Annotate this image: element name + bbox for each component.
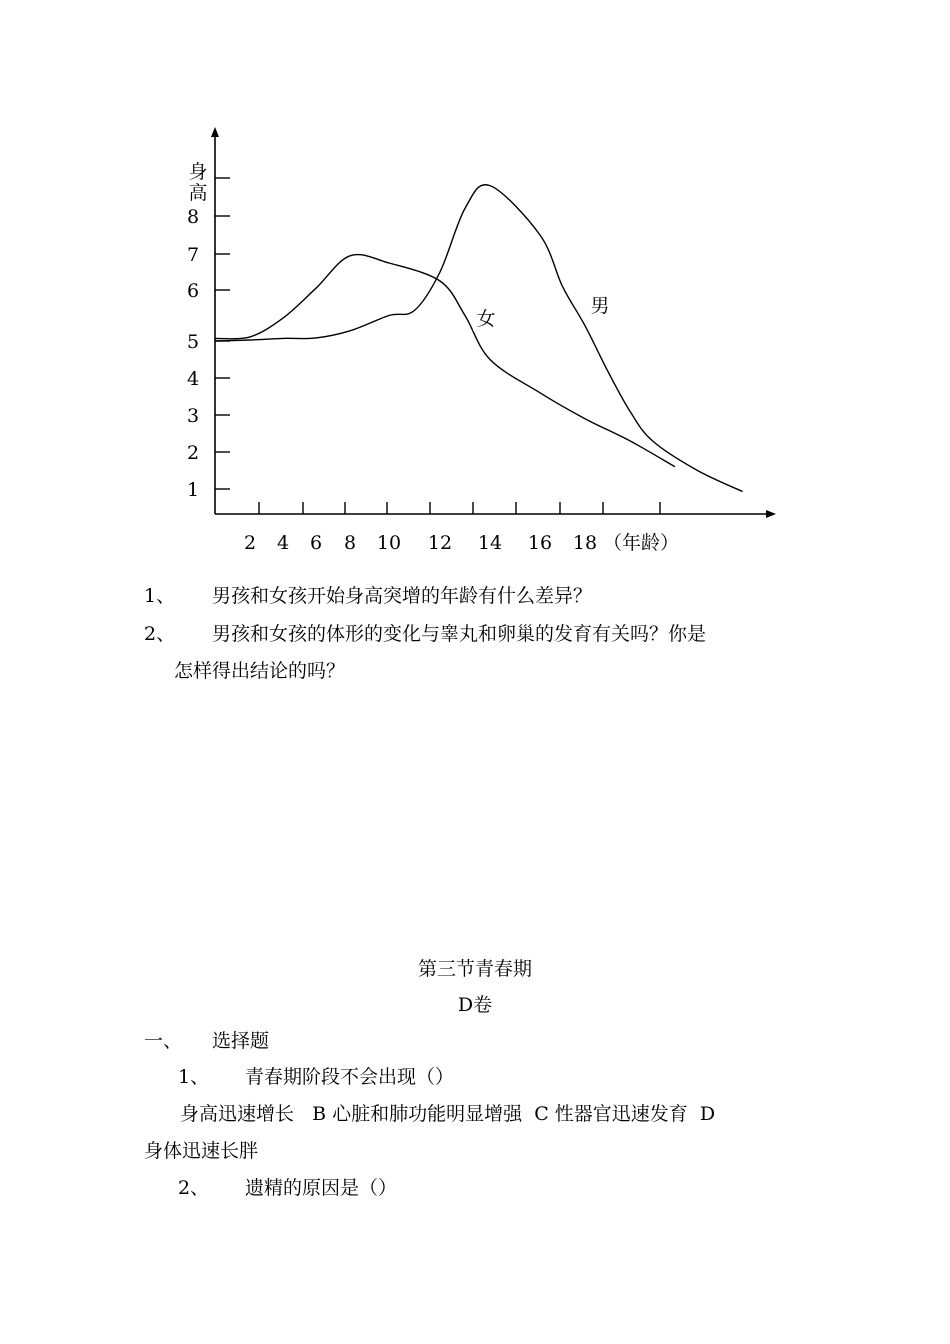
x-tick-label: 2 bbox=[243, 532, 257, 554]
mcq-2-number: 2、 bbox=[178, 1177, 210, 1199]
chart-labels bbox=[188, 161, 679, 554]
y-tick-label: 8 bbox=[186, 206, 200, 228]
x-tick-label: 14 bbox=[477, 532, 503, 554]
part-1-number: 一、 bbox=[144, 1030, 183, 1052]
x-tick-label: 18 bbox=[572, 532, 598, 554]
y-axis-ticks bbox=[187, 178, 230, 501]
question-2 bbox=[144, 620, 706, 648]
mcq-1-options: 身高迅速增长 B 心脏和肺功能明显增强 C 性器官迅速发育 D bbox=[180, 1103, 716, 1125]
part-1-label: 选择题 bbox=[212, 1030, 270, 1052]
section-title: 第三节青春期 bbox=[417, 958, 532, 980]
chart-series bbox=[215, 185, 743, 492]
mcq-1-options-continuation: 身体迅速长胖 bbox=[144, 1140, 259, 1162]
mcq-1-number: 1、 bbox=[178, 1066, 210, 1088]
x-axis-label: （年龄） bbox=[603, 532, 680, 554]
series-line-girls bbox=[215, 255, 675, 467]
question-2-text: 男孩和女孩的体形的变化与睾丸和卵巢的发育有关吗？你是 bbox=[212, 623, 707, 645]
y-tick-label: 5 bbox=[186, 331, 200, 353]
y-axis-label-char: 身 bbox=[188, 161, 208, 183]
series-label: 女 bbox=[476, 308, 496, 330]
question-2-continuation: 怎样得出结论的吗？ bbox=[174, 660, 346, 682]
question-1 bbox=[144, 582, 592, 610]
y-tick-label: 7 bbox=[186, 244, 200, 266]
y-tick-label: 4 bbox=[186, 368, 200, 390]
mcq-2-stem: 遗精的原因是（） bbox=[245, 1177, 398, 1199]
series-line-boys bbox=[215, 185, 743, 492]
height-growth-chart bbox=[0, 0, 950, 580]
question-2-number: 2、 bbox=[144, 623, 176, 645]
y-axis-label-char: 高 bbox=[188, 182, 208, 204]
y-axis-arrow bbox=[211, 127, 219, 137]
series-label: 男 bbox=[590, 295, 610, 317]
question-1-text: 男孩和女孩开始身高突增的年龄有什么差异？ bbox=[212, 585, 593, 607]
x-tick-label: 8 bbox=[343, 532, 357, 554]
mcq-1-stem: 青春期阶段不会出现（） bbox=[245, 1066, 455, 1088]
section-subtitle: D卷 bbox=[457, 994, 493, 1016]
mcq-2 bbox=[178, 1174, 397, 1202]
y-tick-label: 3 bbox=[186, 405, 200, 427]
x-tick-label: 10 bbox=[376, 532, 402, 554]
part-1-heading bbox=[144, 1027, 269, 1055]
question-1-number: 1、 bbox=[144, 585, 176, 607]
x-tick-label: 12 bbox=[427, 532, 453, 554]
mcq-1 bbox=[178, 1063, 454, 1091]
y-tick-label: 2 bbox=[186, 442, 200, 464]
x-axis-ticks bbox=[244, 502, 660, 554]
x-tick-label: 16 bbox=[527, 532, 553, 554]
x-axis-arrow bbox=[766, 510, 776, 518]
x-tick-label: 6 bbox=[309, 532, 323, 554]
y-tick-label: 6 bbox=[186, 280, 200, 302]
y-tick-label: 1 bbox=[186, 479, 200, 501]
x-tick-label: 4 bbox=[276, 532, 290, 554]
